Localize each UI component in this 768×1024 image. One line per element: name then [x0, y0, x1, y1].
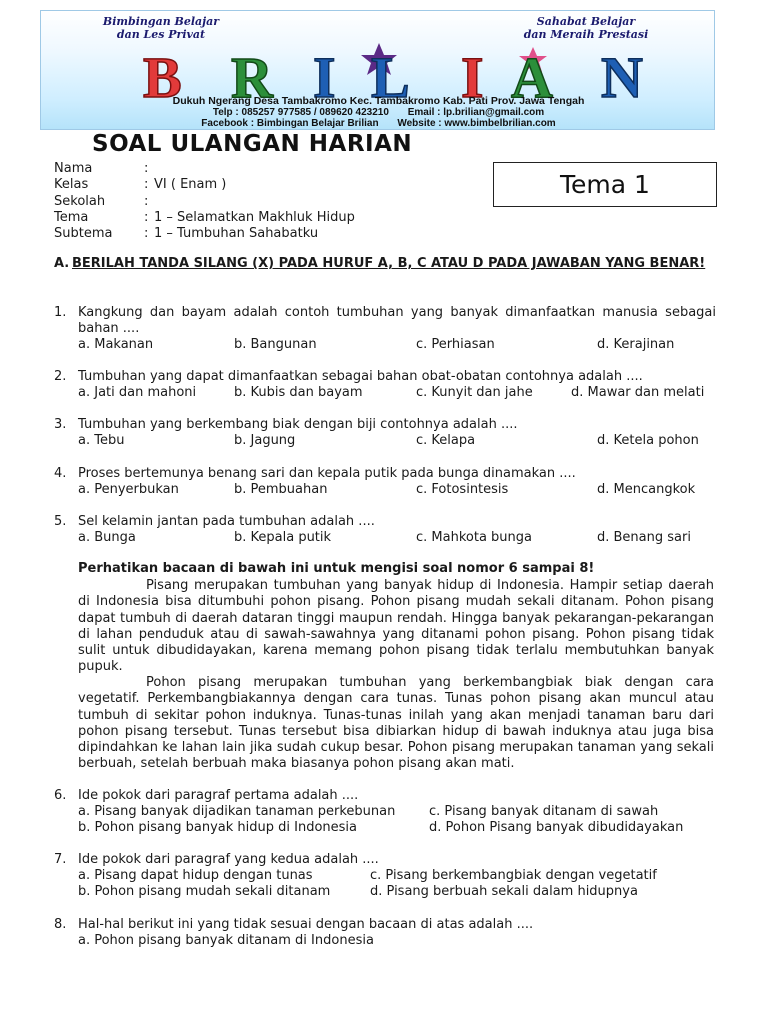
banner-social [41, 118, 715, 129]
tema-box: Tema 1 [493, 162, 717, 207]
brand-logo [81, 41, 681, 101]
option-d[interactable]: d. Mawar dan melati [571, 385, 705, 401]
svg-text:L: L [371, 45, 410, 101]
option-d[interactable]: d. Mencangkok [597, 482, 696, 498]
question-number: 6. [54, 788, 67, 803]
options [78, 385, 716, 401]
option-b[interactable]: b. Pohon pisang mudah sekali ditanam [78, 884, 331, 900]
option-d[interactable]: d. Kerajinan [597, 337, 675, 353]
svg-text:R: R [231, 45, 273, 101]
info-row-tema: Tema : 1 – Selamatkan Makhluk Hidup [54, 209, 355, 225]
option-d[interactable]: d. Benang sari [597, 530, 691, 546]
question-2 [54, 369, 716, 401]
info-row-kelas: Kelas : VI ( Enam ) [54, 177, 227, 193]
info-label: Sekolah [54, 193, 106, 209]
section-a-instruction [54, 256, 716, 273]
question-text: Ide pokok dari paragraf pertama adalah .... [78, 788, 359, 803]
question-text: Proses bertemunya benang sari dan kepala putik pada bunga dinamakan .... [78, 466, 576, 481]
option-b[interactable]: b. Pohon pisang banyak hidup di Indonesia [78, 820, 358, 836]
passage-paragraph-1: Pisang merupakan tumbuhan yang banyak hidup di Indonesia. Hampir setiap daerah di Indonesia bisa ditumbuhi pohon pisang. Pohon pisang mudah sekali ditanam. Pohon pisang dapat tumbuh di daerah dataran tinggi maupun rendah. Hingga banyak pekarangan-pekarangan di lahan penduduk atau di sawah-sawahnya yang ditanami pohon pisang. Pohon pisang tidak sulit untuk dibudidayakan, karena memang pohon pisang tidak terlalu membutuhkan banyak pupuk. [78, 578, 714, 675]
options [78, 337, 716, 353]
info-value: 1 – Selamatkan Makhluk Hidup [154, 209, 355, 225]
option-a[interactable]: a. Penyerbukan [78, 482, 179, 498]
question-number: 1. [54, 305, 67, 320]
section-letter: A. [54, 256, 70, 271]
question-8 [54, 917, 716, 949]
header-banner [40, 10, 715, 130]
option-c[interactable]: c. Kelapa [416, 433, 476, 449]
info-label: Subtema [54, 226, 113, 242]
banner-tagline-left: Bimbingan Belajar dan Les Privat [102, 15, 220, 41]
brand-logo-letters [81, 41, 681, 101]
question-7 [54, 852, 716, 901]
question-number: 5. [54, 514, 67, 529]
banner-tagline-right: Sahabat Belajar dan Meraih Prestasi [523, 15, 649, 41]
svg-text:N: N [601, 45, 643, 101]
svg-text:B: B [143, 45, 182, 101]
svg-text:A: A [511, 45, 553, 101]
option-a[interactable]: a. Jati dan mahoni [78, 385, 197, 401]
question-text: Tumbuhan yang dapat dimanfaatkan sebagai bahan obat-obatan contohnya adalah .... [78, 369, 643, 384]
info-value: 1 – Tumbuhan Sahabatku [154, 226, 319, 242]
option-a[interactable]: a. Pisang dapat hidup dengan tunas [78, 868, 313, 884]
banner-email: Email : lp.brilian@gmail.com [407, 107, 545, 118]
options [78, 933, 716, 949]
student-info [54, 161, 355, 242]
option-c[interactable]: c. Kunyit dan jahe [416, 385, 533, 401]
info-row-nama: Nama : [54, 161, 149, 176]
options [78, 884, 716, 900]
question-number: 4. [54, 466, 67, 481]
option-c[interactable]: c. Pisang berkembangbiak dengan vegetatif [370, 868, 657, 884]
option-b[interactable]: b. Kepala putik [234, 530, 332, 546]
question-4 [54, 466, 716, 498]
question-text: Tumbuhan yang berkembang biak dengan biji contohnya adalah .... [78, 417, 518, 432]
svg-text:I: I [313, 45, 336, 101]
option-a[interactable]: a. Makanan [78, 337, 154, 353]
option-c[interactable]: c. Mahkota bunga [416, 530, 532, 546]
passage-heading: Perhatikan bacaan di bawah ini untuk mengisi soal nomor 6 sampai 8! [78, 561, 595, 576]
question-number: 3. [54, 417, 67, 432]
option-b[interactable]: b. Kubis dan bayam [234, 385, 363, 401]
question-1 [54, 305, 716, 354]
banner-website: Website : www.bimbelbrilian.com [397, 118, 556, 129]
info-row-subtema: Subtema : 1 – Tumbuhan Sahabatku [54, 226, 319, 242]
question-text: Kangkung dan bayam adalah contoh tumbuhan yang banyak dimanfaatkan manusia sebagai bahan .... [78, 305, 716, 337]
option-a[interactable]: a. Pisang banyak dijadikan tanaman perkebunan [78, 804, 396, 820]
options [78, 482, 716, 498]
option-b[interactable]: b. Bangunan [234, 337, 317, 353]
options [78, 804, 716, 820]
question-number: 8. [54, 917, 67, 932]
option-c[interactable]: c. Fotosintesis [416, 482, 509, 498]
option-d[interactable]: d. Ketela pohon [597, 433, 699, 449]
svg-text:I: I [461, 45, 484, 101]
options [78, 868, 716, 884]
info-label: Tema [54, 209, 89, 225]
option-d[interactable]: d. Pohon Pisang banyak dibudidayakan [429, 820, 684, 836]
passage-paragraph-2: Pohon pisang merupakan tumbuhan yang berkembangbiak biak dengan cara vegetatif. Perkembangbiakannya dengan cara tunas. Tunas pohon pisang akan muncul atau tumbuh di sekitar pohon induknya. Tunas-tunas inilah yang akan menjadi tanaman baru dari pohon pisang tersebut. Tunas tersebut bisa dibiarkan hidup di bawah induknya atau juga bisa dipindahkan ke lahan lain jika sudah cukup besar. Pohon pisang merupakan tanaman yang sekali berbuah, setelah berbuah maka biasanya pohon pisang akan mati. [78, 675, 714, 772]
option-b[interactable]: b. Jagung [234, 433, 296, 449]
question-text: Hal-hal berikut ini yang tidak sesuai dengan bacaan di atas adalah .... [78, 917, 534, 932]
question-6 [54, 788, 716, 837]
options [78, 433, 716, 449]
info-label: Kelas [54, 177, 89, 193]
instruction-text: BERILAH TANDA SILANG (X) PADA HURUF A, B, C ATAU D PADA JAWABAN YANG BENAR! [72, 256, 706, 271]
info-row-sekolah: Sekolah : [54, 193, 149, 209]
question-3 [54, 417, 716, 449]
option-b[interactable]: b. Pembuahan [234, 482, 328, 498]
banner-contact [41, 107, 715, 118]
option-a[interactable]: a. Pohon pisang banyak ditanam di Indonesia [78, 933, 374, 949]
banner-facebook: Facebook : Bimbingan Belajar Brilian [201, 118, 379, 129]
info-value: VI ( Enam ) [154, 177, 227, 193]
question-5 [54, 514, 716, 546]
option-a[interactable]: a. Bunga [78, 530, 136, 546]
question-number: 2. [54, 369, 67, 384]
question-text: Sel kelamin jantan pada tumbuhan adalah .... [78, 514, 375, 529]
options [78, 530, 716, 546]
question-text: Ide pokok dari paragraf yang kedua adalah .... [78, 852, 379, 867]
info-label: Nama [54, 161, 93, 176]
page-title: SOAL ULANGAN HARIAN [92, 131, 413, 157]
option-c[interactable]: c. Perhiasan [416, 337, 495, 353]
options [78, 820, 716, 836]
option-a[interactable]: a. Tebu [78, 433, 125, 449]
question-number: 7. [54, 852, 67, 867]
banner-phone: Telp : 085257 977585 / 089620 423210 [212, 107, 389, 118]
option-d[interactable]: d. Pisang berbuah sekali dalam hidupnya [370, 884, 638, 900]
option-c[interactable]: c. Pisang banyak ditanam di sawah [429, 804, 659, 820]
banner-address: Dukuh Ngerang Desa Tambakromo Kec. Tambakromo Kab. Pati Prov. Jawa Tengah [172, 95, 585, 107]
